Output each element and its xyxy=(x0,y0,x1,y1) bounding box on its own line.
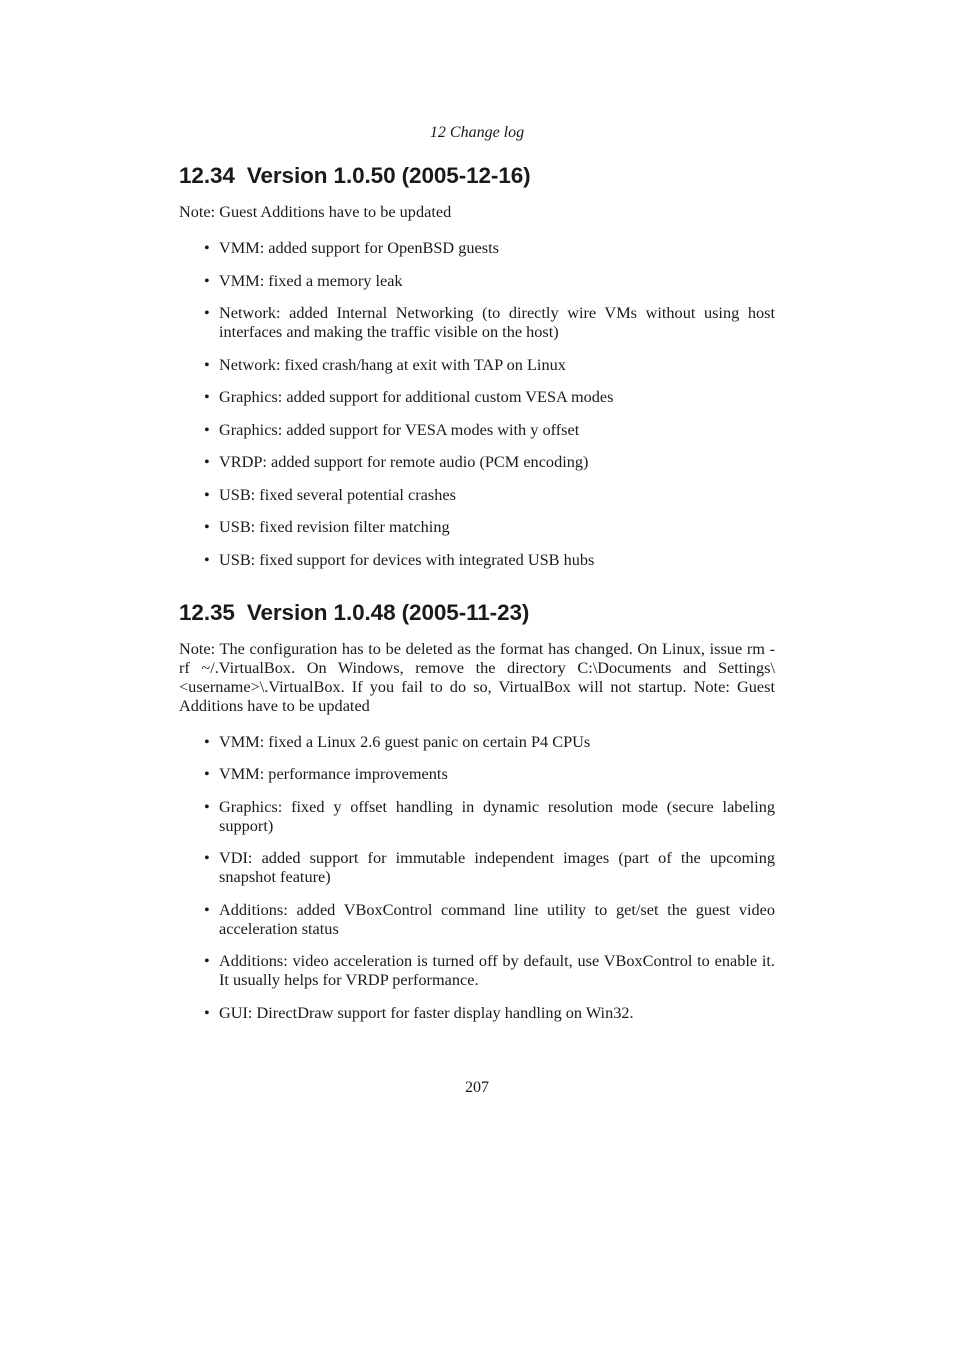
list-item-text: USB: fixed support for devices with integrated USB hubs xyxy=(219,549,595,569)
list-item xyxy=(204,387,775,406)
list-item-text: Additions: video acceleration is turned off by default, use VBoxControl to enable it. It usually helps for VRDP performance. xyxy=(219,951,775,989)
section-number: 12.35 xyxy=(179,599,235,625)
list-item xyxy=(204,270,775,290)
section-heading xyxy=(179,599,775,627)
list-item-text: Graphics: added support for additional custom VESA modes xyxy=(219,387,614,406)
list-item xyxy=(204,731,775,751)
list-item xyxy=(204,1002,775,1022)
list-item xyxy=(204,517,775,536)
section-note: Note: The configuration has to be deleted as the format has changed. On Linux, issue rm -rf ~/.VirtualBox. On Windows, remove the directory C:\Documents and Settings\<username>\.VirtualBox. If you fail to do so, VirtualBox will not startup. Note: Guest Additions have to be updated xyxy=(179,638,775,715)
change-list xyxy=(179,732,775,1022)
list-item xyxy=(204,764,775,783)
list-item-text: Graphics: added support for VESA modes with y offset xyxy=(219,419,580,439)
list-item-text: VMM: fixed a memory leak xyxy=(219,270,403,290)
list-item xyxy=(204,354,775,374)
bullet-icon: • xyxy=(204,899,210,919)
bullet-icon: • xyxy=(204,484,210,504)
list-item xyxy=(204,419,775,439)
bullet-icon: • xyxy=(204,1002,210,1022)
bullet-icon: • xyxy=(204,796,210,816)
page-content xyxy=(179,162,775,1022)
bullet-icon: • xyxy=(204,270,210,290)
list-item xyxy=(204,452,775,471)
bullet-icon: • xyxy=(204,549,210,569)
section-title: Version 1.0.48 (2005-11-23) xyxy=(246,599,530,625)
list-item xyxy=(204,549,775,569)
bullet-icon: • xyxy=(204,419,210,439)
list-item-text: Graphics: fixed y offset handling in dynamic resolution mode (secure labeling support) xyxy=(219,796,775,835)
list-item-text: GUI: DirectDraw support for faster display handling on Win32. xyxy=(219,1002,634,1022)
bullet-icon: • xyxy=(204,764,210,783)
list-item xyxy=(204,899,775,938)
bullet-icon: • xyxy=(204,354,210,374)
list-item-text: USB: fixed several potential crashes xyxy=(219,484,456,504)
list-item xyxy=(204,848,775,886)
list-item-text: Network: added Internal Networking (to directly wire VMs without using host interfaces and making the traffic visible on the host) xyxy=(219,303,775,341)
bullet-icon: • xyxy=(204,303,210,322)
list-item xyxy=(204,951,775,989)
list-item-text: Additions: added VBoxControl command line utility to get/set the guest video acceleration status xyxy=(219,899,775,938)
bullet-icon: • xyxy=(204,951,210,970)
section-title: Version 1.0.50 (2005-12-16) xyxy=(246,163,531,188)
list-item xyxy=(204,303,775,341)
page-number: 207 xyxy=(465,1079,489,1096)
bullet-icon: • xyxy=(204,848,210,867)
bullet-icon: • xyxy=(204,517,210,536)
list-item-text: Network: fixed crash/hang at exit with TAP on Linux xyxy=(219,354,566,374)
section-number: 12.34 xyxy=(179,163,235,188)
list-item-text: VRDP: added support for remote audio (PCM encoding) xyxy=(219,452,589,471)
bullet-icon: • xyxy=(204,731,210,751)
bullet-icon: • xyxy=(204,452,210,471)
section-note: Note: Guest Additions have to be updated xyxy=(179,202,452,221)
section-heading xyxy=(179,162,775,190)
list-item-text: USB: fixed revision filter matching xyxy=(219,517,450,536)
list-item-text: VMM: fixed a Linux 2.6 guest panic on certain P4 CPUs xyxy=(219,731,591,751)
list-item xyxy=(204,484,775,504)
list-item-text: VMM: performance improvements xyxy=(219,764,448,783)
list-item-text: VMM: added support for OpenBSD guests xyxy=(219,238,499,257)
list-item-text: VDI: added support for immutable independent images (part of the upcoming snapshot feature) xyxy=(219,848,775,886)
running-header: 12 Change log xyxy=(429,124,525,141)
list-item xyxy=(204,238,775,257)
section-version-1-0-50 xyxy=(179,162,775,569)
change-list xyxy=(179,238,775,569)
bullet-icon: • xyxy=(204,387,210,406)
section-version-1-0-48 xyxy=(179,599,775,1022)
list-item xyxy=(204,796,775,835)
bullet-icon: • xyxy=(204,238,210,257)
